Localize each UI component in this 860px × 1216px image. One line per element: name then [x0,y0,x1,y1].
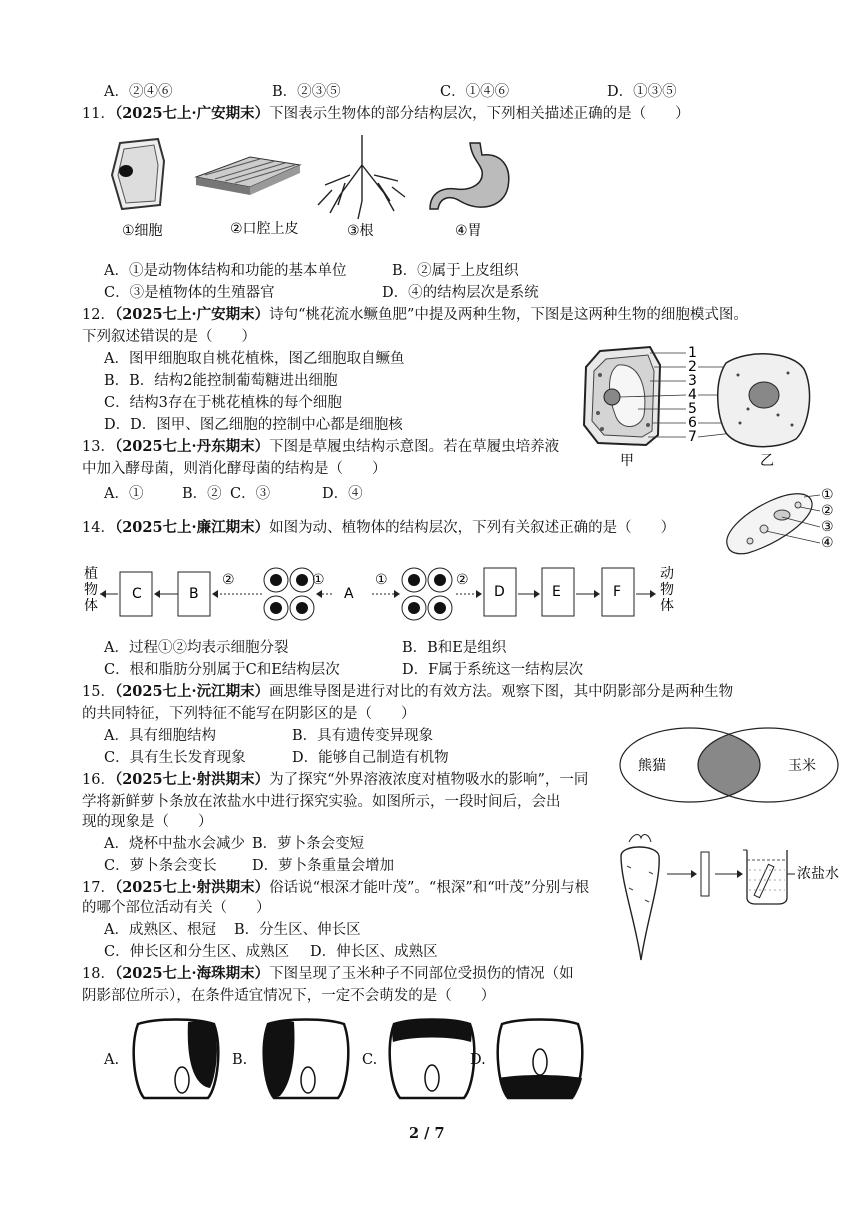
salt-water-label: 浓盐水 [797,866,839,882]
svg-text:物: 物 [660,582,674,598]
beaker-image [743,850,787,904]
q15-option-b: B．具有遗传变异现象 [292,728,434,744]
q15-option-d: D．能够自己制造有机物 [292,750,449,766]
q11-stem: 11．（2025七上·广安期末）下图表示生物体的部分结构层次，下列相关描述正确的是（ ） [82,105,690,122]
q12-figure [578,345,818,470]
svg-text:体: 体 [660,598,674,614]
epithelium-image [196,157,300,195]
box-f: F [613,584,622,600]
epithelium-caption: ②口腔上皮 [230,221,299,237]
paramecium-figure [720,485,840,560]
q18-option-d: D. [470,1052,486,1068]
radish-image [621,835,659,960]
q12-stem: 12．（2025七上·广安期末）诗句“桃花流水鳜鱼肥”中提及两种生物，下图是这两种生物的细胞模式图。 [82,306,748,323]
q12-option-c: C．结构3存在于桃花植株的每个细胞 [104,395,342,411]
q17-option-b: B．分生区、伸长区 [234,922,361,938]
seed-d-image [490,1016,590,1102]
q18-option-c: C. [362,1052,378,1068]
para-label-3: ③ [821,519,834,535]
q16-option-d: D．萝卜条重量会增加 [252,858,395,874]
label-2: 2 [688,359,697,375]
plant-label-1: 植 [84,566,98,582]
seed-b-image [256,1016,356,1102]
q12-option-a: A．图甲细胞取自桃花植株，图乙细胞取自鳜鱼 [104,351,405,367]
seed-a-image [126,1016,226,1102]
seed-c-image [382,1016,482,1102]
q15-option-a: A．具有细胞结构 [104,728,216,744]
q17-stem-2: 的哪个部位活动有关（ ） [82,900,271,916]
caption-yi: 乙 [760,453,774,469]
label-6: 6 [688,415,697,431]
q16-option-c: C．萝卜条会变长 [104,858,217,874]
root-caption: ③根 [347,223,374,239]
label-4: 4 [688,387,697,403]
page-number: 2 / 7 [409,1125,445,1142]
q17-stem: 17．（2025七上·射洪期末）俗话说“根深才能叶茂”。“根深”和“叶茂”分别与根 [82,879,590,896]
q14-option-c: C．根和脂肪分别属于C和E结构层次 [104,662,340,678]
q10-option-d: D．①③⑤ [607,84,677,100]
stomach-image [430,143,509,209]
q16-stem-3: 现的现象是（ ） [82,814,213,830]
q11-option-b: B．②属于上皮组织 [392,263,519,279]
q13-stem-2: 中加入酵母菌，则消化酵母菌的结构是（ ） [82,461,387,477]
q13-option-b: B．② [182,486,222,502]
q12-option-b: B．B．结构2能控制葡萄糖进出细胞 [104,373,338,389]
radish-experiment-figure [615,830,845,965]
box-b: B [189,586,199,602]
q15-stem: 15．（2025七上·沅江期末）画思维导图是进行对比的有效方法。观察下图，其中阴影部分是两种生物 [82,683,734,700]
q18-stem-2: 阴影部位所示），在条件适宜情况下，一定不会萌发的是（ ） [82,988,496,1004]
q11-option-c: C．③是植物体的生殖器官 [104,285,275,301]
label-1: 1 [688,345,697,361]
venn-diagram [618,726,840,804]
fish-cell-image [718,354,810,447]
cell-image [112,139,164,209]
q13-option-a: A．① [104,486,144,502]
venn-right-label: 玉米 [788,758,816,774]
q14-hierarchy-diagram [82,560,702,635]
q14-option-d: D．F属于系统这一结构层次 [402,662,584,678]
cells-right [402,568,452,620]
label-3: 3 [688,373,697,389]
box-e: E [552,584,561,600]
q17-option-d: D．伸长区、成熟区 [310,944,438,960]
box-d: D [494,584,505,600]
para-label-4: ④ [821,535,834,551]
q16-stem: 16．（2025七上·射洪期末）为了探究“外界溶液浓度对植物吸水的影响”，一同 [82,771,589,788]
process-1-right: ① [375,572,388,588]
para-label-2: ② [821,503,834,519]
q10-option-a: A．②④⑥ [104,84,173,100]
q10-option-c: C．①④⑥ [440,84,510,100]
node-a: A [344,586,354,602]
q12-stem-2: 下列叙述错误的是（ ） [82,329,256,345]
q16-option-a: A．烧杯中盐水会减少 [104,836,245,852]
label-5: 5 [688,401,697,417]
stomach-caption: ④胃 [455,223,482,239]
q12-option-d: D．D．图甲、图乙细胞的控制中心都是细胞核 [104,417,403,433]
q14-option-b: B．B和E是组织 [402,640,507,656]
q18-stem: 18．（2025七上·海珠期末）下图呈现了玉米种子不同部位受损伤的情况（如 [82,965,574,982]
q14-stem: 14．（2025七上·廉江期末）如图为动、植物体的结构层次，下列有关叙述正确的是（ ） [82,519,676,536]
process-2-left: ② [222,572,235,588]
caption-jia: 甲 [620,453,634,469]
cell-caption: ①细胞 [122,223,163,239]
label-7: 7 [688,429,697,445]
animal-label: 动 [660,566,674,582]
process-1-left: ① [312,572,325,588]
q11-option-d: D．④的结构层次是系统 [382,285,539,301]
q14-option-a: A．过程①②均表示细胞分裂 [104,640,289,656]
q18-option-a: A. [104,1052,120,1068]
process-2-right: ② [456,572,469,588]
para-label-1: ① [821,487,834,503]
q13-option-c: C．③ [230,486,271,502]
q13-stem: 13．（2025七上·丹东期末）下图是草履虫结构示意图。若在草履虫培养液 [82,438,560,455]
root-image [318,135,405,219]
box-c: C [132,586,142,602]
svg-text:体: 体 [84,598,98,614]
q16-stem-2: 学将新鲜萝卜条放在浓盐水中进行探究实验。如图所示，一段时间后，会出 [82,794,561,810]
q11-figure [100,135,540,245]
cells-left [264,568,314,620]
q13-option-d: D．④ [322,486,363,502]
svg-text:物: 物 [84,582,98,598]
q15-option-c: C．具有生长发育现象 [104,750,246,766]
q11-option-a: A．①是动物体结构和功能的基本单位 [104,263,347,279]
q15-stem-2: 的共同特征，下列特征不能写在阴影区的是（ ） [82,706,416,722]
venn-left-label: 熊猫 [638,758,666,774]
q17-option-c: C．伸长区和分生区、成熟区 [104,944,290,960]
q10-option-b: B．②③⑤ [272,84,341,100]
q17-option-a: A．成熟区、根冠 [104,922,216,938]
q16-option-b: B．萝卜条会变短 [252,836,365,852]
q18-option-b: B. [232,1052,248,1068]
